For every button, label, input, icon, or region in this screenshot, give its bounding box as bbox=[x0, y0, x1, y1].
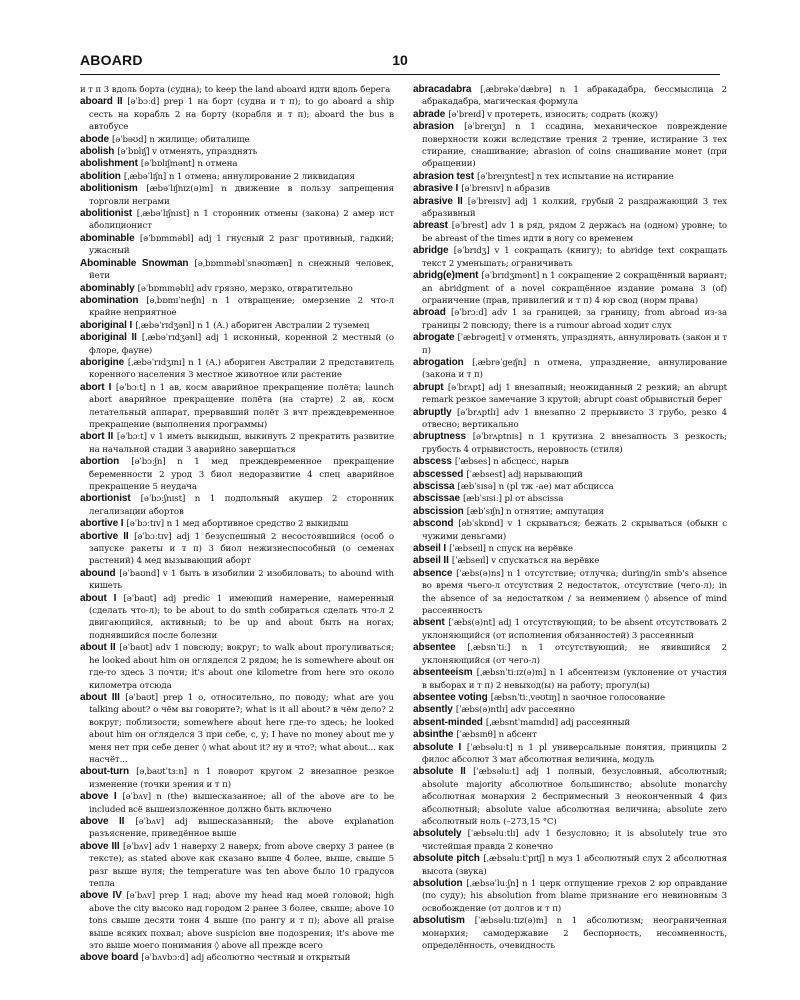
entry-headword: abrogate bbox=[413, 332, 455, 344]
dictionary-entry bbox=[413, 717, 727, 729]
dictionary-entry bbox=[80, 295, 394, 320]
entry-definition: [əˈbɔːtɪv] adj 1 безуспешный 2 несостоявшийся (особ о запуске ракеты и т п) 3 биол нежизнеспособный (о семенах растений) 4 мед вызывающий аборт bbox=[89, 531, 394, 567]
entry-headword: absolutely bbox=[413, 828, 462, 840]
dictionary-entry bbox=[80, 642, 394, 692]
entry-definition: [ˈæbs(ə)ns] n 1 отсутствие; отлучка; during/in smb's absence во время чьего-л отсутствия 2 недостаток, отсутствие (чего-л); in the absence of за недостатком / за неимением ◊ absence of mind рассеянность bbox=[422, 568, 727, 617]
dictionary-entry bbox=[413, 109, 727, 121]
entry-headword: absolute I bbox=[413, 741, 462, 753]
entry-headword: absenteeism bbox=[413, 667, 473, 679]
entry-headword: aboriginal II bbox=[80, 332, 137, 344]
dictionary-entry bbox=[413, 121, 727, 171]
entry-headword: above board bbox=[80, 952, 139, 964]
entry-headword: abscess bbox=[413, 456, 452, 468]
entry-definition: [əˈbɒlɪʃmənt] n отмена bbox=[140, 159, 238, 170]
dictionary-entry bbox=[413, 171, 727, 183]
entry-definition: [æbəˈlɪʃnɪz(ə)m] n движение в пользу запрещения торговли неграми bbox=[89, 184, 394, 207]
entry-headword: above I bbox=[80, 791, 117, 803]
entry-headword: abortive II bbox=[80, 530, 129, 542]
entry-definition: [ˈæbseɪl] n спуск на верёвке bbox=[449, 544, 573, 555]
entry-headword: abscissa bbox=[413, 481, 455, 492]
dictionary-entry bbox=[413, 493, 727, 505]
entry-headword: above IV bbox=[80, 890, 122, 902]
entry-headword: abscond bbox=[413, 518, 454, 530]
entry-headword: abruptly bbox=[413, 406, 452, 418]
entry-definition: [ˈæbsɪnθ] n абсент bbox=[456, 730, 537, 741]
entry-headword: absolute pitch bbox=[413, 853, 480, 865]
dictionary-entry bbox=[413, 456, 727, 468]
entry-definition: [əˈbreɪd] v протереть, износить; содрать (кожу) bbox=[448, 109, 658, 120]
dictionary-entry bbox=[80, 283, 394, 295]
entry-headword: abolish bbox=[80, 146, 115, 158]
entry-definition: [əˈbʌv] n (the) вышесказанное; all of the above are to be included всё вышеизложенное должно быть включено bbox=[89, 792, 394, 815]
entry-definition: [əˈbɔːt] v 1 иметь выкидыш, выкинуть 2 прекратить развитие на начальной стадии 3 аварийно завершаться bbox=[89, 432, 394, 455]
dictionary-entry bbox=[413, 692, 727, 704]
guide-word: ABOARD bbox=[80, 52, 143, 68]
entry-headword: about I bbox=[80, 592, 117, 604]
entry-headword: aborigine bbox=[80, 356, 125, 368]
page-header bbox=[80, 52, 720, 76]
entry-headword: aboard II bbox=[80, 96, 123, 108]
entry-definition: [əˈbəʊd] n жилище; обиталище bbox=[112, 134, 250, 145]
dictionary-entry bbox=[413, 84, 727, 109]
entry-headword: abracadabra bbox=[413, 84, 472, 95]
entry-definition: [əˈbʌv] adj вышесказанный; the above explanation разъяснение, приведённое выше bbox=[89, 816, 394, 840]
entry-headword: absently bbox=[413, 704, 453, 716]
dictionary-entry bbox=[413, 766, 727, 828]
entry-headword: abrasion bbox=[413, 121, 454, 133]
dictionary-entry bbox=[80, 320, 394, 332]
entry-headword: abseil II bbox=[413, 555, 449, 567]
dictionary-entry bbox=[413, 307, 727, 332]
entry-headword: about-turn bbox=[80, 766, 129, 778]
entry-headword: absence bbox=[413, 567, 453, 579]
dictionary-entry bbox=[413, 568, 727, 618]
dictionary-entry bbox=[80, 233, 394, 258]
entry-definition: [əˈbrɪdʒ] v 1 сокращать (книгу); to abridge text сокращать текст 2 уменьшать; ограничивать bbox=[422, 246, 727, 269]
entry-headword: absentee voting bbox=[413, 691, 488, 703]
dictionary-entry bbox=[80, 791, 394, 816]
dictionary-entry bbox=[80, 890, 394, 952]
header-rule bbox=[80, 74, 720, 75]
entry-definition: [æbˈsɪsiː] pl от abscissa bbox=[462, 494, 564, 505]
entry-definition: [ˈæbses] n абсцесс, нарыв bbox=[454, 457, 569, 468]
dictionary-entry bbox=[413, 742, 727, 767]
entry-headword: abort I bbox=[80, 381, 112, 393]
dictionary-entry bbox=[80, 146, 394, 158]
dictionary-entry bbox=[413, 518, 727, 543]
dictionary-entry bbox=[80, 134, 394, 146]
entry-headword: abrasion test bbox=[413, 170, 474, 182]
entry-headword: abolishment bbox=[80, 158, 138, 170]
entry-headword: Abominable Snowman bbox=[80, 257, 189, 269]
entry-definition: [əˈbrʌpt] adj 1 внезапный; неожиданный 2 резкий; an abrupt remark резкое замечание 3 крутой; abrupt coast обрывистый берег bbox=[422, 382, 727, 406]
dictionary-entry bbox=[413, 704, 727, 716]
dictionary-entry bbox=[413, 270, 727, 307]
entry-definition: [əˈbɔːʃn] n 1 мед преждевременное прекращение беременности 2 урод 3 биол недоразвитие 4 спец аварийное прекращение 5 неудача bbox=[89, 457, 394, 492]
entry-definition: [əˈbɒmɪnəbl] adj 1 гнусный 2 разг противный, гадкий; ужасный bbox=[89, 233, 394, 257]
entry-definition: [ˌæbsntˈmaɪndɪd] adj рассеянный bbox=[485, 717, 631, 728]
dictionary-entry bbox=[413, 183, 727, 195]
entry-headword: abridg(e)ment bbox=[413, 270, 479, 282]
dictionary-entry bbox=[413, 196, 727, 221]
entry-headword: absent bbox=[413, 617, 445, 629]
dictionary-entry bbox=[80, 493, 394, 518]
entry-definition: [ˈæbrəgeɪt] v отменять, упразднять, аннулировать (закон и т п) bbox=[422, 333, 727, 356]
entry-definition: [əˈbreɪsɪv] n абразив bbox=[461, 184, 550, 195]
entry-definition: [æbsnˈtiːˌvəʊtɪŋ] n заочное голосование bbox=[490, 692, 666, 703]
entry-headword: absolute II bbox=[413, 766, 466, 778]
dictionary-entry bbox=[413, 543, 727, 555]
dictionary-entry bbox=[80, 382, 394, 432]
entry-definition: [əˈbreɪʒntest] n тех испытание на истирание bbox=[477, 171, 674, 182]
dictionary-columns bbox=[80, 84, 730, 994]
entry-definition: [əˌbɒmɪˈneɪʃn] n 1 отвращение; омерзение 2 что-л крайне неприятное bbox=[89, 295, 394, 319]
entry-definition: [əˌbaʊtˈtɜːn] n 1 поворот кругом 2 внезапное резкое изменение (точки зрения и т п) bbox=[89, 767, 394, 790]
entry-headword: abominably bbox=[80, 282, 135, 294]
left-column bbox=[80, 84, 394, 994]
entry-headword: abrade bbox=[413, 108, 446, 120]
dictionary-entry bbox=[413, 878, 727, 915]
entry-headword: abroad bbox=[413, 307, 446, 319]
dictionary-entry bbox=[413, 382, 727, 407]
dictionary-entry bbox=[80, 84, 394, 96]
entry-headword: absentee bbox=[413, 642, 456, 654]
entry-headword: abscissae bbox=[413, 493, 460, 505]
entry-definition: [ˌæbsəˈluːʃn] n 1 церк отпущение грехов 2 юр оправдание (по суду); his absolution from blame признание его невиновным 3 освобождение (от долгов и т п) bbox=[422, 879, 727, 914]
dictionary-entry bbox=[413, 220, 727, 245]
dictionary-entry bbox=[413, 469, 727, 481]
entry-headword: abolition bbox=[80, 170, 121, 182]
dictionary-entry bbox=[80, 766, 394, 791]
right-column bbox=[413, 84, 727, 994]
dictionary-entry bbox=[80, 568, 394, 593]
dictionary-entry bbox=[80, 357, 394, 382]
dictionary-entry bbox=[80, 593, 394, 643]
entry-definition: [əˈbreɪsɪv] adj 1 колкий, грубый 2 раздражающий 3 тех абразивный bbox=[422, 196, 727, 220]
dictionary-entry bbox=[413, 506, 727, 518]
dictionary-entry bbox=[413, 617, 727, 642]
entry-headword: abscission bbox=[413, 505, 464, 517]
entry-headword: absolutism bbox=[413, 915, 465, 927]
dictionary-entry bbox=[80, 518, 394, 530]
dictionary-entry bbox=[413, 729, 727, 741]
dictionary-entry bbox=[80, 531, 394, 568]
entry-headword: abort II bbox=[80, 431, 114, 443]
entry-definition: [əˈbrʌptlɪ] adv 1 внезапно 2 прерывисто 3 грубо, резко 4 отвесно; вертикально bbox=[422, 407, 727, 430]
entry-headword: abridge bbox=[413, 245, 449, 257]
entry-definition: [ˈæbsəluːt] adj 1 полный, безусловный, абсолютный; absolute majority абсолютное большинство; absolute monarchy абсолютная монархия 2 беспримесный 3 неоконченный 4 физ абсолютный; absolute value абсолютная величина; absolute zero абсолютный ноль (–273,15 °C) bbox=[422, 767, 727, 827]
dictionary-entry bbox=[80, 332, 394, 357]
entry-definition: [əˈbɔːtɪv] n 1 мед абортивное средство 2 выкидыш bbox=[126, 519, 349, 530]
entry-definition: [əˈbaʊt] adv 1 повсюду; вокруг; to walk about прогуливаться; he looked about him он огляделся 2 рядом; he is somewhere about он где-то здесь 3 почти; it's about one kilometre from here это около километра отсюда bbox=[89, 643, 394, 691]
entry-definition: [ˌæbrəˈgeɪʃn] n отмена, упразднение, аннулирование (закона и т п) bbox=[422, 357, 727, 381]
entry-headword: above III bbox=[80, 840, 120, 852]
entry-headword: above II bbox=[80, 815, 125, 827]
entry-definition: [əˈbreɪʒn] n 1 ссадина, механическое повреждение поверхности кожи вследствие трения 2 трение, истирание 3 тех стирание, снашивание; abrasion of coins снашивание монет (при обращении) bbox=[422, 122, 727, 170]
entry-headword: absinthe bbox=[413, 729, 454, 741]
entry-headword: abolitionist bbox=[80, 208, 133, 220]
entry-definition: [əˈbɔːd] prep 1 на борт (судна и т п); to go aboard a ship сесть на корабль 2 на борту (корабля и т п); aboard the bus в автобусе bbox=[89, 97, 394, 133]
dictionary-entry bbox=[413, 407, 727, 432]
entry-definition: [ˌæbəˈlɪʃn] n 1 отмена; аннулирование 2 ликвидация bbox=[123, 171, 355, 182]
dictionary-entry bbox=[413, 853, 727, 878]
entry-definition: и т п 3 вдоль борта (судна); to keep the land aboard идти вдоль берега bbox=[80, 85, 391, 95]
dictionary-entry bbox=[413, 642, 727, 667]
entry-headword: about II bbox=[80, 642, 116, 654]
entry-definition: [əˈbrʌptnɪs] n 1 крутизна 2 внезапность 3 резкость; грубость 4 отрывистость, неровность (стиля) bbox=[422, 432, 727, 455]
entry-definition: [əˈbɒmɪnəblɪ] adv грязно, мерзко, отвратительно bbox=[137, 283, 353, 294]
entry-definition: [əˌbɒmɪnəblˈsnəʊmæn] n снежный человек, йети bbox=[89, 258, 394, 282]
entry-headword: abode bbox=[80, 133, 109, 145]
entry-headword: abseil I bbox=[413, 543, 447, 555]
entry-definition: [æbˈsɪsə] n (pl тж -ae) мат абсцисса bbox=[457, 482, 614, 492]
entry-definition: [ˈæbsəluːt] n 1 pl универсальные понятия, принципы 2 филос абсолют 3 мат абсолютная величина, модуль bbox=[422, 742, 727, 765]
entry-definition: [ˌæbsəluːtˈpɪtʃ] n муз 1 абсолютный слух 2 абсолютная высота (звука) bbox=[422, 854, 727, 877]
entry-definition: [æbˈsɪʃn] n отнятие; ампутация bbox=[466, 506, 604, 517]
entry-definition: [ˌæbəˈrɪdʒɪnɪ] n 1 (A.) абориген Австралии 2 представитель коренного населения 3 местное животное или растение bbox=[89, 357, 394, 381]
entry-headword: abound bbox=[80, 567, 116, 579]
dictionary-entry bbox=[413, 332, 727, 357]
entry-definition: [əˈbɔːʃnɪst] n 1 подпольный акушер 2 сторонник легализации абортов bbox=[89, 494, 394, 517]
entry-definition: [əˈbɔːt] n 1 ав, косм аварийное прекращение полёта; launch abort аварийное прекращение полёта (на старте) 2 ав, косм летательный аппарат, прервавший полёт 3 вчт преждевременное прекращение (выполнения программы) bbox=[89, 382, 394, 430]
dictionary-entry bbox=[80, 841, 394, 891]
dictionary-entry bbox=[413, 431, 727, 456]
entry-definition: [ˈæbsest] adj нарывающий bbox=[466, 469, 583, 480]
dictionary-entry bbox=[413, 245, 727, 270]
dictionary-entry bbox=[80, 158, 394, 170]
entry-headword: abortionist bbox=[80, 493, 131, 505]
entry-headword: about III bbox=[80, 691, 120, 703]
entry-headword: aboriginal I bbox=[80, 319, 133, 331]
entry-headword: abolitionism bbox=[80, 183, 138, 195]
dictionary-entry bbox=[413, 667, 727, 692]
entry-definition: [ˌæbəˈrɪdʒənl] adj 1 исконный, коренной 2 местный (о флоре, фауне) bbox=[89, 333, 394, 356]
entry-definition: [ˈæbsəluːtɪz(ə)m] n 1 абсолютизм; неограниченная монархия; самодержавие 2 беспорность, несомненность, определённость, очевидность bbox=[422, 916, 727, 952]
entry-definition: [ˈæbseɪl] v спускаться на верёвке bbox=[451, 556, 600, 567]
entry-definition: [ˈæbs(ə)nt] adj 1 отсутствующий; to be absent отсутствовать 2 уклоняющийся (от исполнения обязанностей) 3 рассеянный bbox=[422, 618, 727, 641]
dictionary-entry bbox=[413, 481, 727, 493]
dictionary-entry bbox=[413, 828, 727, 853]
dictionary-entry bbox=[80, 171, 394, 183]
entry-definition: [əˈbaʊnd] v 1 быть в изобилии 2 изобиловать; to abound with кишеть bbox=[89, 568, 394, 592]
entry-definition: [ˈæbs(ə)ntlɪ] adv рассеянно bbox=[455, 705, 575, 716]
entry-definition: [ˌæbsnˈtiːɪz(ə)m] n 1 абсентеизм (уклонение от участия в выборах и т п) 2 невыход(ы) на работу; прогул(ы) bbox=[422, 668, 727, 691]
entry-headword: abscessed bbox=[413, 468, 464, 480]
dictionary-entry bbox=[80, 208, 394, 233]
entry-definition: [ˌæbsnˈtiː] n 1 отсутствующий; не явившийся 2 уклоняющийся (от чего-л) bbox=[422, 643, 727, 666]
entry-definition: [əˈbʌv] adv 1 наверху 2 наверх; from above сверху 3 ранее (в тексте); as stated above как сказано выше 4 более, выше, свыше 5 разг выше нуля; the temperature was ten above было 10 градусов тепла bbox=[89, 841, 394, 889]
dictionary-entry bbox=[80, 456, 394, 493]
entry-definition: [ˌæbrəkəˈdæbrə] n 1 абракадабра, бессмыслица 2 абракадабра, магическая формула bbox=[422, 85, 727, 108]
entry-headword: abreast bbox=[413, 220, 448, 232]
entry-headword: abortive I bbox=[80, 518, 124, 530]
entry-headword: absent-minded bbox=[413, 716, 483, 728]
entry-headword: abominable bbox=[80, 232, 135, 244]
entry-headword: abrupt bbox=[413, 381, 444, 393]
entry-definition: [ˌæbəˈlɪʃnɪst] n 1 сторонник отмены (закона) 2 амер ист аболиционист bbox=[89, 209, 394, 232]
entry-headword: abrasive I bbox=[413, 183, 459, 195]
entry-definition: [ˌæbəˈrɪdʒənl] n 1 (A.) абориген Австралии 2 туземец bbox=[135, 320, 370, 331]
entry-headword: abortion bbox=[80, 456, 120, 468]
dictionary-entry bbox=[80, 952, 394, 964]
entry-definition: [əbˈskɒnd] v 1 скрываться; бежать 2 скрываться (обыкн с чужими деньгами) bbox=[422, 519, 727, 542]
dictionary-entry bbox=[80, 692, 394, 766]
entry-headword: abrasive II bbox=[413, 195, 463, 207]
dictionary-entry bbox=[80, 816, 394, 841]
entry-headword: abomination bbox=[80, 294, 139, 306]
entry-definition: [əˈbaʊt] adj predic 1 имеющий намерение, намеренный (сделать что-л); to be about to do smth собираться сделать что-л 2 двигающийся, активный; to be up and about быть на ногах; поднявшийся после болезни bbox=[89, 593, 394, 641]
dictionary-entry bbox=[413, 915, 727, 952]
entry-definition: [əˈbaʊt] prep 1 о, относительно, по поводу; what are you talking about? о чём вы говорите?; what is it all about? в чём дело? 2 вокруг; поблизости; somewhere about here где-то здесь; he looked about him он огляделся 3 при себе, с, у; I have no money about me у меня нет при себе денег ◊ what about it? ну и что?; what about... как насчёт... bbox=[89, 692, 394, 765]
page-number: 10 bbox=[392, 52, 408, 68]
entry-definition: [əˈbɒlɪʃ] v отменять, упразднять bbox=[117, 147, 258, 158]
dictionary-entry bbox=[80, 258, 394, 283]
entry-headword: absolution bbox=[413, 878, 463, 889]
entry-headword: abruptness bbox=[413, 431, 466, 443]
dictionary-entry bbox=[80, 183, 394, 208]
entry-definition: [əˈbrɔːd] adv 1 за границей; за границу; from abroad из-за границы 2 повсюду; there is a rumour abroad ходит слух bbox=[422, 308, 727, 331]
entry-headword: abrogation bbox=[413, 356, 464, 368]
entry-definition: [əˈbrest] adv 1 в ряд, рядом 2 держась на (одном) уровне; to be abreast of the times идти в ногу со временем bbox=[422, 221, 727, 244]
dictionary-entry bbox=[413, 357, 727, 382]
dictionary-entry bbox=[80, 431, 394, 456]
dictionary-entry bbox=[80, 96, 394, 133]
entry-definition: [ˈæbsəluːtlɪ] adv 1 безусловно; it is absolutely true это чистейшая правда 2 конечно bbox=[422, 829, 727, 852]
dictionary-entry bbox=[413, 555, 727, 567]
entry-definition: [əˈbʌv] prep 1 над; above my head над моей головой; high above the city высоко над городом 2 ранее 3 более, свыше; above 10 tons свыше десяти тонн 4 выше (по рангу и т п); above all praise выше всяких похвал; above suspicion вне подозрения; it's above me это выше моего понимания ◊ above all прежде всего bbox=[89, 891, 394, 952]
entry-definition: [əˈbʌvbɔːd] adj абсолютно честный и открытый bbox=[141, 953, 351, 964]
entry-definition: [əˈbrɪdʒmənt] n 1 сокращение 2 сокращённый вариант; an abridgment of a novel сокращённое издание романа 3 (of) ограничение (прав, привилегий и т п) 4 юр свод (норм права) bbox=[422, 271, 727, 306]
